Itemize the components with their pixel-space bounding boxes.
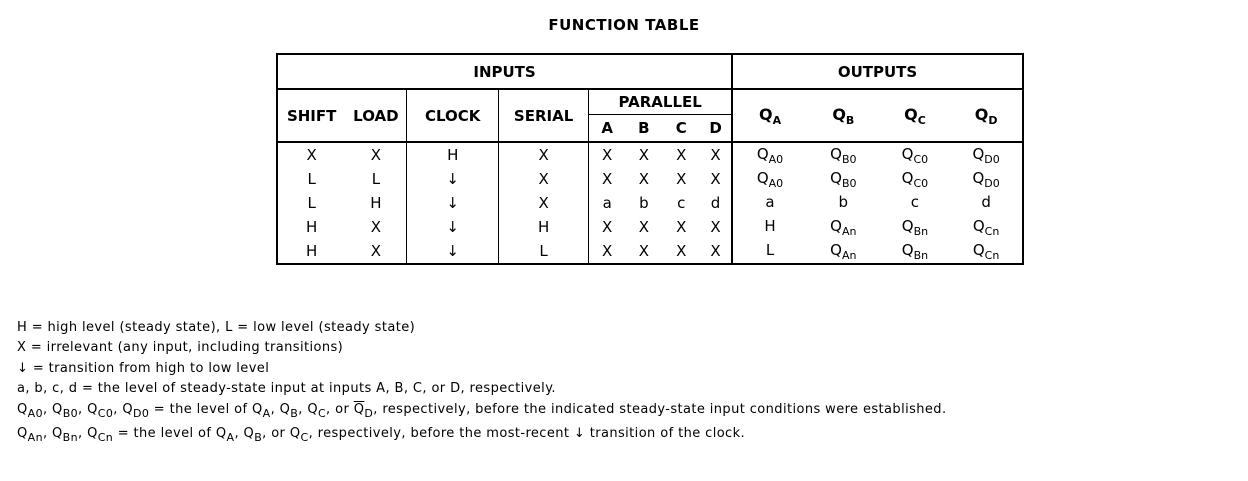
qd-cell: $Q_{D0}$ [972, 144, 1000, 166]
table-row [277, 239, 1023, 264]
qb-cell: $Q_{An}$ [830, 240, 857, 262]
table-row [277, 142, 1023, 167]
table-title: FUNCTION TABLE [548, 16, 700, 34]
qd-cell: d [981, 192, 991, 211]
parallel-b-cell: X [638, 170, 649, 188]
clock-cell: ↓ [407, 191, 498, 215]
parallel-c-cell: c [677, 194, 686, 212]
parallel-a-cell: X [589, 142, 625, 167]
shift-cell: L [307, 170, 316, 188]
qd-cell: $Q_{Cn}$ [972, 240, 1000, 262]
parallel-a-cell: a [589, 191, 625, 215]
note-initial-outputs: $Q_{A0}$, $Q_{B0}$, $Q_{C0}$, $Q_{D0}$ = the level of $Q_A$, $Q_B$, $Q_C$, or $\overline{Q}_D$, respectively, before the indicated steady-state input conditions were established. [17, 401, 947, 420]
parallel-a-cell: X [589, 215, 625, 239]
table-row [277, 215, 1023, 239]
qd-cell: $Q_{D0}$ [972, 168, 1000, 190]
qd-header: $Q_D$ [950, 89, 1023, 142]
parallel-d-cell: X [710, 170, 721, 188]
serial-cell: H [498, 215, 588, 239]
serial-cell: X [498, 142, 588, 167]
clock-cell: ↓ [407, 215, 498, 239]
table-row [277, 191, 1023, 215]
shift-cell: H [306, 218, 318, 236]
outputs-header: OUTPUTS [732, 54, 1023, 89]
note-levels: H = high level (steady state), L = low level (steady state) [17, 320, 416, 335]
load-header: LOAD [345, 89, 407, 142]
qa-cell: $Q_{A0}$ [732, 142, 807, 167]
parallel-header: PARALLEL [589, 89, 732, 115]
parallel-b-cell: X [638, 146, 649, 164]
serial-cell: L [498, 239, 588, 264]
qc-cell: $Q_{C0}$ [901, 168, 929, 190]
parallel-b-header: B [625, 115, 662, 143]
shift-cell: H [306, 242, 318, 260]
function-table [276, 53, 1024, 265]
parallel-d-cell: X [710, 242, 721, 260]
clock-cell: H [407, 142, 498, 167]
parallel-a-header: A [589, 115, 625, 143]
parallel-c-cell: X [676, 170, 687, 188]
legend-notes [17, 318, 947, 448]
load-cell: X [370, 218, 382, 236]
qa-cell: a [732, 191, 807, 215]
table-row [277, 167, 1023, 191]
qd-cell: $Q_{Cn}$ [972, 216, 1000, 238]
load-cell: X [370, 146, 382, 164]
parallel-d-cell: d [710, 194, 721, 212]
serial-cell: X [498, 167, 588, 191]
clock-cell: ↓ [407, 167, 498, 191]
qa-cell: $Q_{A0}$ [732, 167, 807, 191]
qb-cell: $Q_{B0}$ [830, 168, 857, 190]
load-cell: X [370, 242, 382, 260]
qc-cell: c [910, 192, 920, 211]
parallel-d-cell: X [710, 218, 721, 236]
parallel-b-cell: X [638, 218, 649, 236]
serial-cell: X [498, 191, 588, 215]
qb-cell: $Q_{B0}$ [830, 144, 857, 166]
note-parallel-inputs: a, b, c, d = the level of steady-state input at inputs A, B, C, or D, respectively. [17, 381, 556, 397]
parallel-a-cell: X [589, 239, 625, 264]
note-recent-outputs: $Q_{An}$, $Q_{Bn}$, $Q_{Cn}$ = the level of $Q_A$, $Q_B$, or $Q_C$, respectively, before the most-recent ↓ transition of the clock. [17, 426, 746, 445]
parallel-d-header: D [700, 115, 732, 143]
parallel-c-cell: X [676, 242, 687, 260]
qa-cell: L [732, 239, 807, 264]
load-cell: H [370, 194, 382, 212]
parallel-b-cell: X [638, 242, 649, 260]
shift-cell: X [306, 146, 317, 164]
shift-header: SHIFT [277, 89, 345, 142]
qa-header: $Q_A$ [732, 89, 807, 142]
clock-header: CLOCK [407, 89, 498, 142]
shift-cell: L [307, 194, 316, 212]
parallel-c-cell: X [676, 146, 687, 164]
qc-cell: $Q_{C0}$ [901, 144, 929, 166]
parallel-c-cell: X [676, 218, 687, 236]
clock-cell: ↓ [407, 239, 498, 264]
qc-header: $Q_C$ [880, 89, 951, 142]
note-transition: ↓ = transition from high to low level [17, 360, 270, 376]
parallel-c-header: C [663, 115, 700, 143]
qb-cell: $Q_{An}$ [830, 216, 857, 238]
qa-cell: H [732, 215, 807, 239]
qc-cell: $Q_{Bn}$ [901, 240, 929, 262]
parallel-b-cell: b [639, 194, 649, 212]
note-irrelevant: X = irrelevant (any input, including transitions) [17, 340, 344, 356]
qb-header: $Q_B$ [807, 89, 880, 142]
serial-header: SERIAL [498, 89, 588, 142]
inputs-header: INPUTS [277, 54, 732, 89]
qb-cell: b [838, 192, 849, 211]
qc-cell: $Q_{Bn}$ [901, 216, 929, 238]
parallel-a-cell: X [589, 167, 625, 191]
parallel-d-cell: X [710, 146, 721, 164]
load-cell: L [371, 170, 381, 188]
